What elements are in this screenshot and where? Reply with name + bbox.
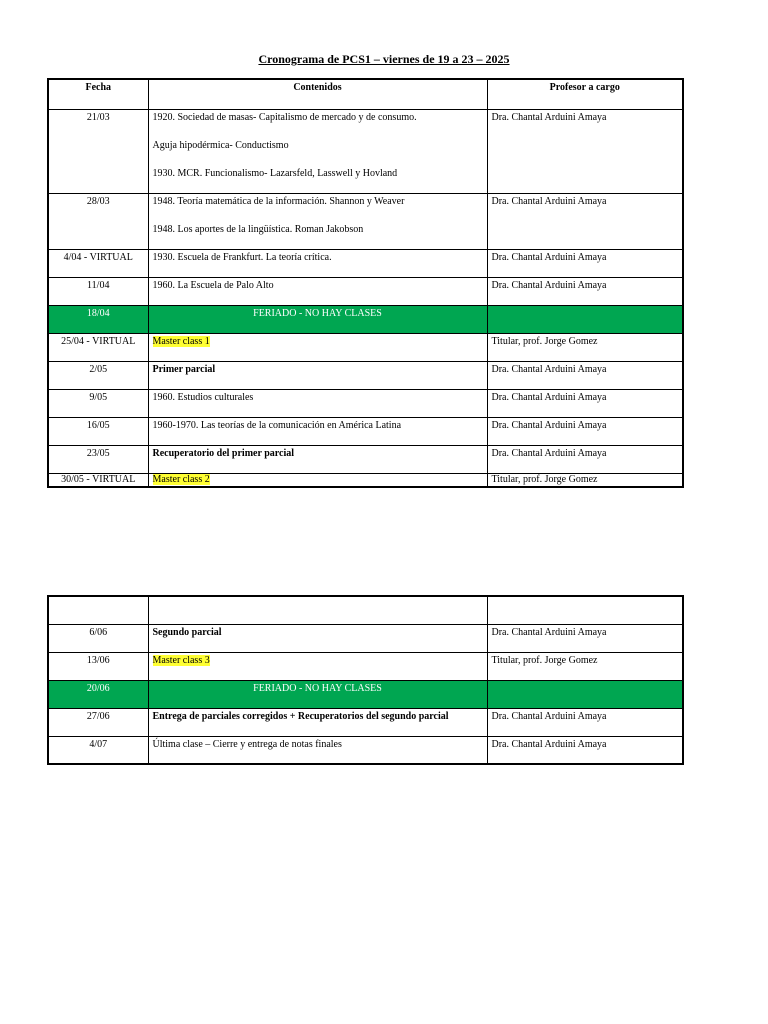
table-row [48,361,683,389]
table-row [48,652,683,680]
highlighted-content: Master class 3 [152,654,210,666]
table-row [48,473,683,487]
content-line: 1930. MCR. Funcionalismo- Lazarsfeld, Lasswell y Hovland [152,167,398,179]
row-date: 25/04 - VIRTUAL [48,333,148,361]
holiday-row [48,305,683,333]
schedule-table-1 [47,78,684,488]
table-row [48,624,683,652]
row-teacher [487,305,683,333]
row-content: Recuperatorio del primer parcial [148,445,487,473]
row-content [148,652,487,680]
row-date: 21/03 [48,109,148,193]
row-teacher: Dra. Chantal Arduini Amaya [487,736,683,764]
row-teacher: Dra. Chantal Arduini Amaya [487,277,683,305]
row-content: Segundo parcial [148,624,487,652]
row-teacher: Dra. Chantal Arduini Amaya [487,193,683,249]
row-teacher: Titular, prof. Jorge Gomez [487,473,683,487]
row-content [148,333,487,361]
row-date: 13/06 [48,652,148,680]
row-teacher [487,680,683,708]
row-date: 9/05 [48,389,148,417]
row-content: 1930. Escuela de Frankfurt. La teoría crítica. [148,249,487,277]
header-teacher: Profesor a cargo [487,79,683,109]
row-content [148,193,487,249]
row-teacher: Dra. Chantal Arduini Amaya [487,361,683,389]
row-content: 1960-1970. Las teorías de la comunicación en América Latina [148,417,487,445]
row-teacher: Dra. Chantal Arduini Amaya [487,389,683,417]
header-row [48,79,683,109]
empty-row [48,596,683,624]
row-content: Entrega de parciales corregidos + Recuperatorios del segundo parcial [148,708,487,736]
row-date: 23/05 [48,445,148,473]
row-teacher: Titular, prof. Jorge Gomez [487,333,683,361]
row-teacher: Dra. Chantal Arduini Amaya [487,708,683,736]
row-date: 6/06 [48,624,148,652]
row-content: FERIADO - NO HAY CLASES [148,680,487,708]
row-date: 30/05 - VIRTUAL [48,473,148,487]
row-date: 28/03 [48,193,148,249]
row-date: 4/04 - VIRTUAL [48,249,148,277]
highlighted-content: Master class 1 [152,335,210,347]
row-teacher: Dra. Chantal Arduini Amaya [487,417,683,445]
schedule-table-2 [47,595,684,765]
row-content: Última clase – Cierre y entrega de notas finales [148,736,487,764]
row-teacher: Dra. Chantal Arduini Amaya [487,249,683,277]
table-row [48,249,683,277]
table-row [48,417,683,445]
row-content: FERIADO - NO HAY CLASES [148,305,487,333]
highlighted-content: Master class 2 [152,473,210,485]
empty-cell [487,596,683,624]
row-teacher: Dra. Chantal Arduini Amaya [487,624,683,652]
table-row [48,193,683,249]
empty-cell [148,596,487,624]
table-row [48,109,683,193]
table-row [48,277,683,305]
row-date: 16/05 [48,417,148,445]
content-line: Aguja hipodérmica- Conductismo [152,139,289,151]
row-date: 20/06 [48,680,148,708]
table-row [48,708,683,736]
row-date: 2/05 [48,361,148,389]
content-line: 1948. Los aportes de la lingüística. Roman Jakobson [152,223,364,235]
table-row [48,389,683,417]
content-line: 1920. Sociedad de masas- Capitalismo de mercado y de consumo. [152,111,417,123]
row-date: 27/06 [48,708,148,736]
table-row [48,445,683,473]
row-teacher: Titular, prof. Jorge Gomez [487,652,683,680]
row-teacher: Dra. Chantal Arduini Amaya [487,445,683,473]
row-content: Primer parcial [148,361,487,389]
row-content: 1960. Estudios culturales [148,389,487,417]
holiday-row [48,680,683,708]
row-date: 4/07 [48,736,148,764]
header-date: Fecha [48,79,148,109]
page-title: Cronograma de PCS1 – viernes de 19 a 23 – 2025 [258,52,510,66]
content-line: 1948. Teoría matemática de la información. Shannon y Weaver [152,195,405,207]
row-content [148,109,487,193]
row-teacher: Dra. Chantal Arduini Amaya [487,109,683,193]
empty-cell [48,596,148,624]
row-date: 11/04 [48,277,148,305]
table-row [48,736,683,764]
table-row [48,333,683,361]
row-content: 1960. La Escuela de Palo Alto [148,277,487,305]
row-date: 18/04 [48,305,148,333]
header-content: Contenidos [148,79,487,109]
row-content [148,473,487,487]
